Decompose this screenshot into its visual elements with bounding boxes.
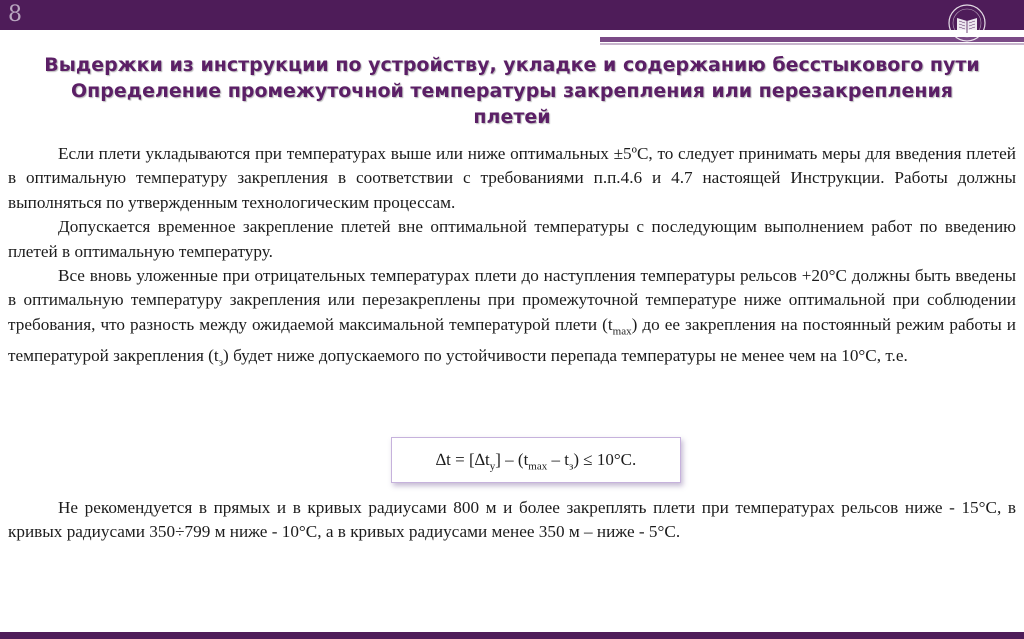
t-max-subscript: max xyxy=(612,325,632,338)
paragraph-2: Допускается временное закрепление плетей вне оптимальной температуры с последующим выполнением работ по введению плетей в оптимальную температуру. xyxy=(8,217,1016,261)
formula-part-3: – t xyxy=(547,450,569,469)
paragraph-1: Если плети укладываются при температурах выше или ниже оптимальных ±5ºС, то следует принимать меры для введения плетей в оптимальную температуру закрепления в соответствии с требованиями п.п.4.6 и 4.7 настоящей Инструкции. Работы должны выполняться по утвержденным технологическим процессам. xyxy=(8,144,1016,212)
bottom-bar xyxy=(0,632,1024,639)
title-line-3: плетей xyxy=(473,106,551,128)
title-line-1: Выдержки из инструкции по устройству, укладке и содержанию бесстыкового пути xyxy=(44,54,980,76)
book-emblem-icon xyxy=(944,3,990,43)
formula-box xyxy=(391,437,681,483)
formula-part-4: ) ≤ 10°С. xyxy=(573,450,637,469)
paragraph-3-part-a: Все вновь уложенные при отрицательных температурах плети до наступления температуры рельсов +20°С должны быть введены в оптимальную температуру закрепления или перезакреплены при промежуточной температуре ниже оптимальной при соблюдении требования, что разность между ожидаемой максимальной температурой плети (t xyxy=(8,266,1016,334)
title-line-2: Определение промежуточной температуры закрепления или перезакрепления xyxy=(70,80,953,102)
paragraph-3-part-b: ) до ее закрепления на постоянный режим работы и температурой закрепления (t xyxy=(8,314,1016,365)
paragraph-3 xyxy=(8,264,1016,375)
formula-sub-z: з xyxy=(568,460,574,473)
paragraph-4: Не рекомендуется в прямых и в кривых радиусами 800 м и более закреплять плети при температурах рельсов ниже - 15°С, в кривых радиусами 350÷799 м ниже - 10°С, а в кривых радиусами менее 350 м – ниже - 5°С. xyxy=(8,498,1016,542)
t-z-subscript: з xyxy=(218,356,224,369)
paragraph-3-part-c: ) будет ниже допускаемого по устойчивости перепада температуры не менее чем на 10°С, т.е. xyxy=(223,345,908,365)
slide-number: 8 xyxy=(8,2,22,27)
slide-title xyxy=(0,52,1024,130)
body-text xyxy=(8,142,1016,375)
formula-part-2: ] – (t xyxy=(495,450,529,469)
decorative-line-thin xyxy=(600,43,1024,45)
formula-sub-y: у xyxy=(489,460,496,473)
formula-sub-max: max xyxy=(528,460,548,473)
top-bar xyxy=(0,0,1024,30)
formula-part-1: ∆t = [∆t xyxy=(435,450,490,469)
